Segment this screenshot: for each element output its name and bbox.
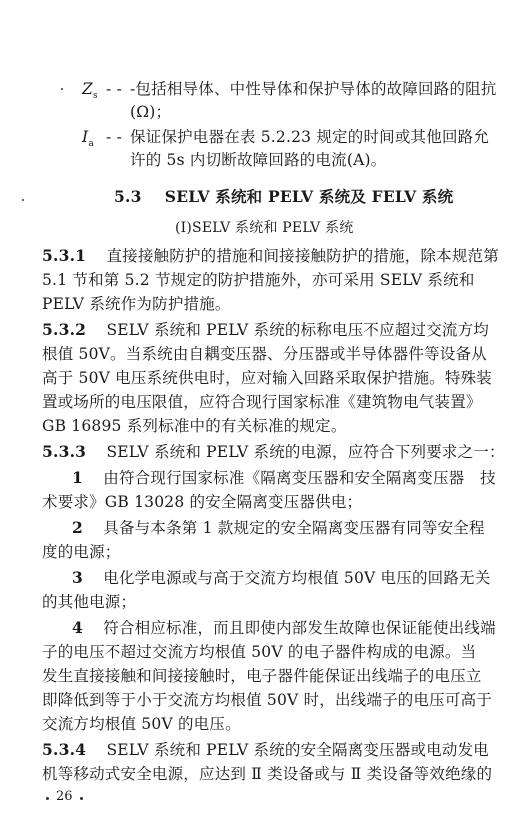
clause-text-line: 5.1 节和第 5.2 节规定的防护措施外，亦可采用 SELV 系统和 — [42, 271, 475, 289]
clause-text-line: 机等移动式安全电源，应达到 Ⅱ 类设备或与 Ⅱ 类设备等效绝缘的 — [42, 765, 493, 783]
clause-text-line: PELV 系统作为防护措施。 — [42, 295, 231, 313]
clause-text-line: SELV 系统和 PELV 系统的安全隔离变压器或电动发电 — [106, 741, 489, 759]
item-text-line: 具备与本条第 1 款规定的安全隔离变压器有同等安全程 — [103, 519, 485, 537]
item-text-line: 度的电源； — [42, 543, 121, 561]
section-heading — [114, 187, 453, 207]
page-number-dot-right — [80, 797, 83, 800]
section-number: 5.3 — [114, 187, 142, 206]
clause-number: 5.3.4 — [42, 740, 87, 759]
list-item-3 — [72, 568, 490, 588]
clause-5-3-3 — [42, 442, 505, 462]
clause-text-line: GB 16895 系列标准中的有关标准的规定。 — [42, 417, 347, 435]
section-title: SELV 系统和 PELV 系统及 FELV 系统 — [164, 187, 454, 206]
list-item-1 — [72, 468, 496, 488]
definition-ia-symbol: $I_a$ — [82, 128, 94, 150]
subsection-heading: (Ⅰ)SELV 系统和 PELV 系统 — [175, 220, 354, 236]
definition-zs-line-2: (Ω)； — [130, 103, 172, 121]
item-text-line: 交流方均根值 50V 的电压。 — [42, 715, 241, 733]
clause-5-3-1 — [42, 246, 499, 266]
clause-text-line: SELV 系统和 PELV 系统的标称电压不应超过交流方均 — [106, 321, 489, 339]
clause-text-line: 根值 50V。当系统由自耦变压器、分压器或半导体器件等设备从 — [42, 345, 487, 363]
page-number-dot-left — [46, 797, 49, 800]
definition-ia-line-1: 保证保护电器在表 5.2.23 规定的时间或其他回路允 — [130, 128, 490, 146]
page-number: 26 — [56, 789, 73, 804]
item-text-line: 即降低到等于小于交流方均根值 50V 时，出线端子的电压可高于 — [42, 691, 492, 709]
item-text-line: 符合相应标准，而且即使内部发生故障也保证能使出线端 — [103, 619, 496, 637]
item-number: 1 — [72, 468, 83, 487]
item-text-line: 子的电压不超过交流方均根值 50V 的电子器件构成的电源。当 — [42, 643, 477, 661]
item-text-line: 的其他电源； — [42, 593, 137, 611]
item-text-line: 由符合现行国家标准《隔离变压器和安全隔离变压器 技 — [103, 469, 496, 487]
item-number: 4 — [72, 618, 83, 637]
clause-5-3-4 — [42, 740, 489, 760]
definition-zs-symbol: $Z_s$ — [82, 80, 98, 102]
definition-ia-line-2: 许的 5s 内切断故障回路的电流(A)。 — [130, 151, 387, 169]
definition-ia-dash: - - — [106, 128, 123, 146]
clause-number: 5.3.2 — [42, 320, 87, 339]
item-text-line: 发生直接接触和间接接触时，电子器件能保证出线端子的电压立 — [42, 667, 482, 685]
item-number: 3 — [72, 568, 83, 587]
definition-zs-line-1: -包括相导体、中性导体和保护导体的故障回路的阻抗 — [130, 80, 497, 98]
scan-mark — [22, 199, 24, 201]
item-text-line: 术要求》GB 13028 的安全隔离变压器供电； — [42, 493, 363, 511]
list-item-4 — [72, 618, 496, 638]
item-number: 2 — [72, 518, 83, 537]
clause-text-line: SELV 系统和 PELV 系统的电源，应符合下列要求之一： — [106, 443, 505, 461]
clause-text-line: 高于 50V 电压系统供电时，应对输入回路采取保护措施。特殊装 — [42, 369, 492, 387]
clause-text-line: 置或场所的电压限值，应符合现行国家标准《建筑物电气装置》 — [42, 393, 482, 411]
clause-number: 5.3.1 — [42, 246, 87, 265]
list-item-2 — [72, 518, 485, 538]
clause-text-line: 直接接触防护的措施和间接接触防护的措施，除本规范第 — [106, 247, 499, 265]
clause-5-3-2 — [42, 320, 489, 340]
scan-mark — [61, 88, 63, 90]
clause-number: 5.3.3 — [42, 442, 87, 461]
item-text-line: 电化学电源或与高于交流方均根值 50V 电压的回路无关 — [103, 569, 491, 587]
definition-zs-dash: - - — [106, 80, 123, 98]
